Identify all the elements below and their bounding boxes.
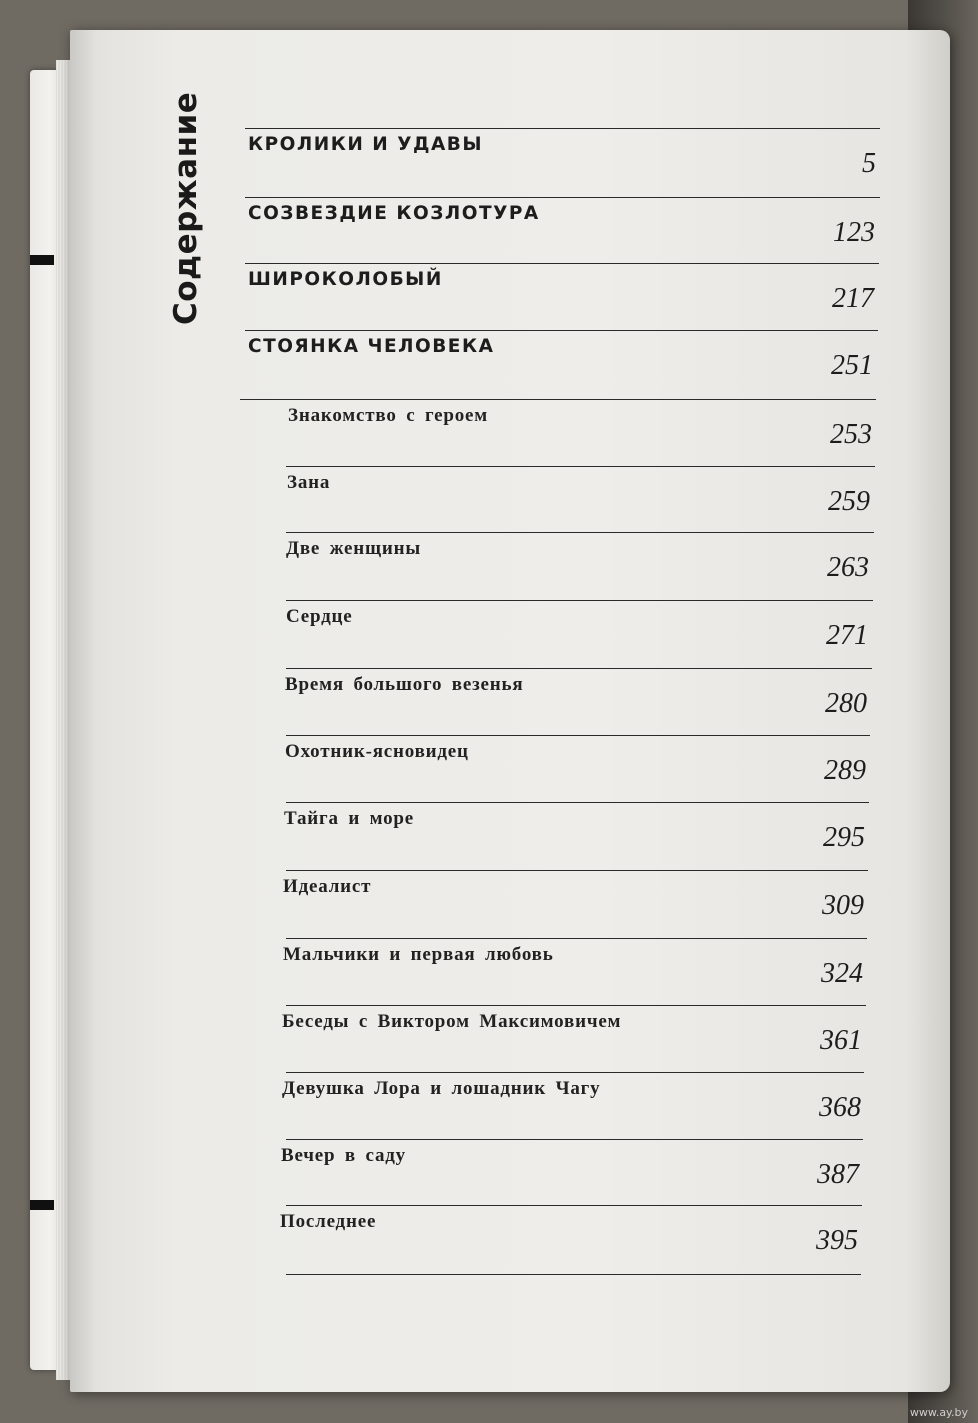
toc-page-number: 280 <box>825 688 867 719</box>
toc-part-title: СТОЯНКА ЧЕЛОВЕКА <box>248 336 495 357</box>
toc-rule <box>286 1205 862 1206</box>
toc-part-title: СОЗВЕЗДИЕ КОЗЛОТУРА <box>248 203 540 224</box>
toc-rule <box>286 1005 866 1006</box>
toc-part-title: ШИРОКОЛОБЫЙ <box>248 269 443 290</box>
toc-page-number: 271 <box>826 620 868 651</box>
toc-page-number: 263 <box>827 552 869 583</box>
toc-rule <box>245 128 880 129</box>
toc-page-number: 259 <box>828 486 870 517</box>
toc-page-number: 253 <box>830 419 872 450</box>
toc-chapter-title: Знакомство с героем <box>288 405 489 426</box>
toc-rule <box>286 1274 861 1275</box>
toc-chapter-title: Охотник-ясновидец <box>285 741 469 762</box>
toc-chapter-title: Зана <box>287 472 331 493</box>
toc-rule <box>286 1139 863 1140</box>
toc-chapter-title: Последнее <box>280 1211 377 1232</box>
toc-page-number: 217 <box>832 283 874 314</box>
toc-part-title: КРОЛИКИ И УДАВЫ <box>248 134 484 155</box>
toc-page-number: 123 <box>833 217 875 248</box>
toc-chapter-title: Девушка Лора и лошадник Чагу <box>282 1078 601 1099</box>
toc-page-number: 289 <box>824 755 866 786</box>
toc-chapter-title: Две женщины <box>286 538 421 559</box>
toc-page-number: 387 <box>817 1159 859 1190</box>
toc-rule <box>286 870 868 871</box>
toc-page-number: 5 <box>862 148 876 179</box>
toc-rule <box>286 532 874 533</box>
toc-rule <box>286 938 867 939</box>
toc-page-number: 324 <box>821 958 863 989</box>
toc-rule <box>286 668 872 669</box>
toc-rule <box>286 735 870 736</box>
toc-chapter-title: Беседы с Виктором Максимовичем <box>282 1011 622 1032</box>
watermark: www.ay.by <box>909 1406 968 1419</box>
toc-page-number: 295 <box>823 822 865 853</box>
toc-page-number: 368 <box>819 1092 861 1123</box>
toc-chapter-title: Тайга и море <box>284 808 415 829</box>
contents-heading: Содержание <box>168 91 204 325</box>
toc-rule <box>245 330 878 331</box>
toc-rule <box>245 197 880 198</box>
toc-rule <box>286 1072 864 1073</box>
toc-chapter-title: Время большого везенья <box>285 674 524 695</box>
toc-page-number: 251 <box>831 350 873 381</box>
toc-chapter-title: Идеалист <box>283 876 372 897</box>
toc-rule <box>286 802 869 803</box>
toc-rule <box>286 600 873 601</box>
toc-chapter-title: Вечер в саду <box>281 1145 406 1166</box>
toc-rule <box>286 466 875 467</box>
toc-page-number: 361 <box>820 1025 862 1056</box>
toc-rule <box>245 263 879 264</box>
toc-page-number: 395 <box>816 1225 858 1256</box>
toc-chapter-title: Мальчики и первая любовь <box>283 944 554 965</box>
toc-page-number: 309 <box>822 890 864 921</box>
toc-rule <box>240 399 876 400</box>
toc-chapter-title: Сердце <box>286 606 353 627</box>
